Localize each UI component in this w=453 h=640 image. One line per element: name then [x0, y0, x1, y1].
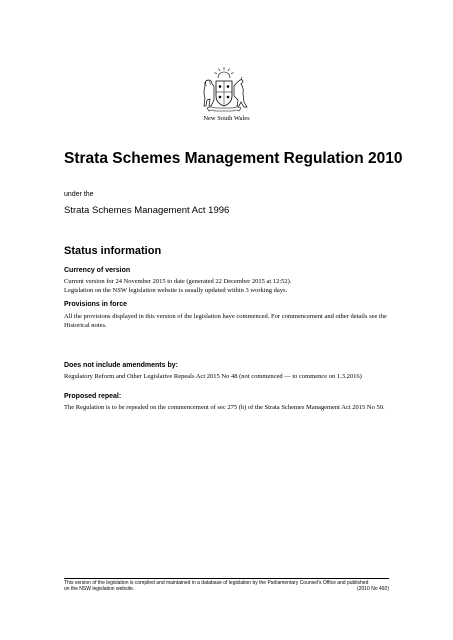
parent-act-name: Strata Schemes Management Act 1996	[64, 205, 230, 216]
status-information-heading: Status information	[64, 245, 162, 257]
provisions-heading: Provisions in force	[64, 301, 128, 308]
footer-line-2: on the NSW legislation website.	[64, 586, 135, 593]
footer-reference: (2010 No 492)	[357, 586, 389, 593]
provisions-text: All the provisions displayed in this version of the legislation have commenced. For commencement and other details see the Historical notes.	[64, 313, 387, 329]
amendments-heading: Does not include amendments by:	[64, 362, 178, 369]
currency-line-1: Current version for 24 November 2015 to date (generated 22 December 2015 at 12:52).	[64, 278, 292, 285]
footer-row	[64, 586, 389, 592]
amendments-text: Regulatory Reform and Other Legislative Repeals Act 2015 No 48 (not commenced — to commence on 1.3.2016)	[64, 373, 362, 380]
currency-heading: Currency of version	[64, 267, 131, 274]
footer-divider	[64, 578, 389, 579]
repeal-text: The Regulation is to be repealed on the commencement of sec 275 (b) of the Strata Schemes Management Act 2015 No 50.	[64, 404, 385, 411]
currency-line-2: Legislation on the NSW legislation website is usually updated within 3 working days.	[64, 287, 288, 294]
jurisdiction-name: New South Wales	[203, 115, 250, 122]
under-label: under the	[64, 191, 94, 198]
page-title: Strata Schemes Management Regulation 2010	[64, 150, 403, 167]
footer-line-1: This version of the legislation is compiled and maintained in a database of legislation by the Parliamentary Counsel's Office and published	[64, 580, 369, 586]
nsw-coat-of-arms-emblem	[199, 66, 249, 114]
footer	[64, 580, 389, 592]
repeal-heading: Proposed repeal:	[64, 393, 122, 400]
